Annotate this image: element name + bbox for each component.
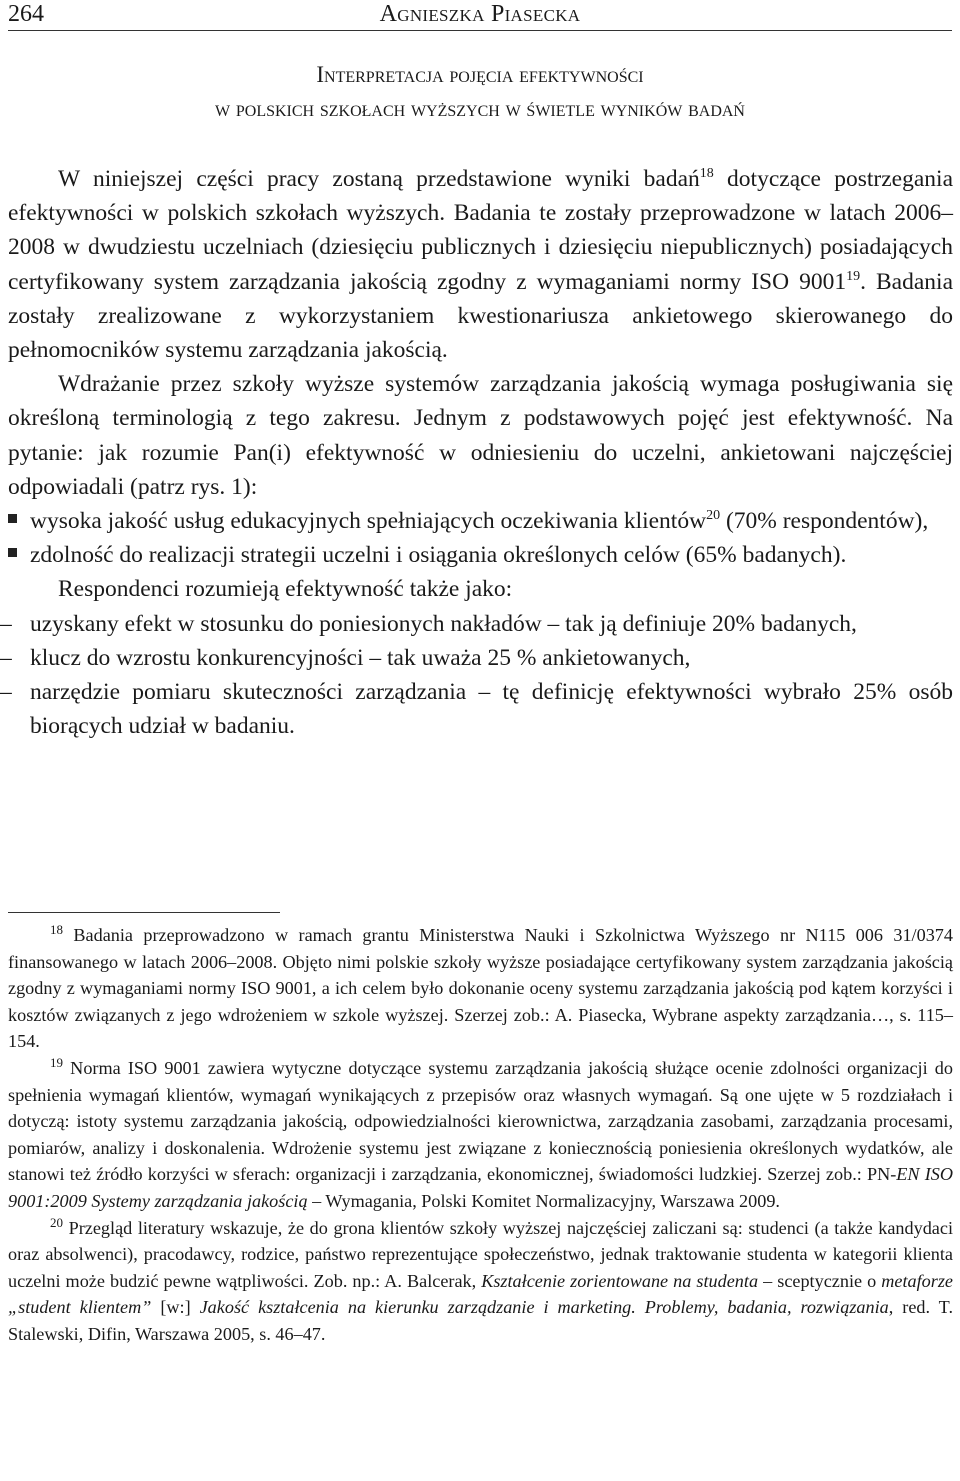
dash-item-1-text: uzyskany efekt w stosunku do poniesionych nakładów – tak ją definiuje 20% badanych,	[30, 610, 857, 637]
page-number: 264	[8, 1, 44, 27]
section-heading-line-1: Interpretacja pojęcia efektywności	[316, 62, 644, 87]
dash-item-2	[0, 641, 953, 675]
dash-item-3	[0, 675, 953, 743]
footnotes	[8, 922, 953, 1348]
paragraph-3: Respondenci rozumieją efektywność także jako:	[58, 576, 513, 603]
footnote-19-source: – Wymagania, Polski Komitet Normalizacyjny, Warszawa 2009.	[307, 1190, 780, 1211]
square-bullet-icon	[8, 548, 17, 557]
running-header	[8, 0, 952, 31]
body-text	[0, 162, 953, 743]
footnote-ref-19[interactable]: 19	[846, 268, 861, 284]
bullet-item-1-text: wysoka jakość usług edukacyjnych spełniających oczekiwania klientów	[30, 508, 707, 535]
footnote-18-text: Badania przeprowadzono w ramach grantu Ministerstwa Nauki i Szkolnictwa Wyższego nr N115 006 31/0374 finansowanego w latach 2006–2008. Objęto nimi polskie szkoły wyższe posiadające certyfikowany system zarządzania jakością zgodny z wymaganiami normy ISO 9001, a ich celem było dokonanie oceny systemu zarządzania jakością pod kątem korzyści i kosztów związanych z jego wdrożeniem w szkole wyższej. Szerzej zob.: A. Piasecka,	[8, 925, 953, 1025]
footnote-19-title: EN ISO 9001:2009 Systemy zarządzania jakością	[8, 1164, 954, 1211]
dash-marker: –	[0, 610, 12, 637]
section-heading-line-2: w polskich szkołach wyższych w świetle wyników badań	[215, 96, 745, 121]
footnote-20-text: Przegląd literatury wskazuje, że do grona klientów szkoły wyższej najczęściej zaliczani są: studenci (a także kandydaci oraz absolwenci), pracodawcy, rodzice, państwo reprezentujące społeczeństwo, jednak traktowanie studenta w kategorii klienta uczelni może budzić pewne wątpliwości. Zob. np.: A. Balcerak,	[8, 1217, 953, 1291]
footnote-19-text: Norma ISO 9001 zawiera wytyczne dotyczące systemu zarządzania jakością służące ocenie zdolności organizacji do spełnienia wymagań klientów, wymagań wynikających z przepisów oraz własnych wymagań. Są one ujęte w 5 rozdziałach i dotyczą: istoty systemu zarządzania jakością, odpowiedzialności kierownictwa, zarządzania zasobami, zarządzania procesami, pomiarów, analizy i doskonalenia. Wdrożenie systemu jest związane z koniecznością poniesienia określonych wydatków, ale stanowi też źródło korzyści w sferach: organizacji i zarządzania, ekonomicznej, świadomości ludzkiej. Szerzej zob.: PN-	[8, 1057, 953, 1185]
dash-marker: –	[0, 679, 12, 706]
footnote-19	[8, 1055, 953, 1215]
dash-item-3-text: narzędzie pomiaru skuteczności zarządzania – tę definicję efektywności wybrało 25% osób biorących udział w badaniu.	[30, 679, 953, 740]
footnote-ref-20[interactable]: 20	[706, 508, 721, 524]
dash-list	[0, 607, 953, 744]
footnote-18-pages: , s. 115–154.	[8, 1004, 953, 1052]
section-heading	[8, 58, 952, 126]
footnote-20-source: , red. T. Stalewski, Difin, Warszawa 2005, s. 46–47.	[8, 1297, 953, 1344]
footnote-20-text-b: – sceptycznie o	[758, 1270, 882, 1291]
footnote-20	[8, 1215, 953, 1348]
bullet-item-1	[8, 504, 953, 538]
bullet-item-2	[8, 538, 953, 572]
footnote-20-title-b: metaforze „student klientem”	[8, 1270, 953, 1318]
dash-marker: –	[0, 644, 12, 671]
footnote-20-title-a: Kształcenie zorientowane na studenta	[481, 1270, 759, 1291]
paragraph-1-text-c: . Badania zostały zrealizowane z wykorzystaniem kwestionariusza ankietowego skierowanego do pełnomocników systemu zarządzania jakością.	[8, 268, 953, 364]
footnote-20-book-title: Jakość kształcenia na kierunku zarządzanie i marketing. Problemy, badania, rozwiązania	[199, 1297, 889, 1318]
footnote-number-19: 19	[50, 1054, 63, 1070]
bullet-item-1-tail: (70% respondentów),	[720, 508, 929, 535]
footnote-number-20: 20	[50, 1214, 63, 1230]
square-bullet-icon	[8, 514, 17, 523]
footnote-18-title: Wybrane aspekty zarządzania…	[652, 1004, 890, 1025]
dash-item-1	[0, 607, 953, 641]
footnote-ref-18[interactable]: 18	[699, 166, 714, 182]
footnote-number-18: 18	[50, 921, 63, 937]
paragraph-1-text-a: W niniejszej części pracy zostaną przedstawione wyniki badań	[58, 166, 700, 192]
footnote-20-in: [w:]	[151, 1297, 200, 1318]
dash-item-2-text: klucz do wzrostu konkurencyjności – tak uważa 25 % ankietowanych,	[30, 644, 691, 671]
bullet-item-2-text: zdolność do realizacji strategii uczelni i osiągania określonych celów (65% badanych).	[30, 542, 847, 569]
paragraph-2: Wdrażanie przez szkoły wyższe systemów zarządzania jakością wymaga posługiwania się określoną terminologią z tego zakresu. Jednym z podstawowych pojęć jest efektywność. Na pytanie: jak rozumie Pan(i) efektywność w odniesieniu do uczelni, ankietowani najczęściej odpowiadali (patrz rys. 1):	[8, 371, 953, 500]
footnote-divider	[8, 912, 280, 913]
paragraph-1-text-b: dotyczące postrzegania efektywności w polskich szkołach wyższych. Badania te zostały przeprowadzone w latach 2006–2008 w dwudziestu uczelniach (dziesięciu publicznych i dziesięciu niepublicznych) posiadających certyfikowany system zarządzania jakością zgodny z wymaganiami normy ISO 9001	[8, 166, 953, 295]
paragraph-1	[8, 162, 953, 367]
running-author: Agnieszka Piasecka	[379, 1, 581, 27]
footnote-18	[8, 922, 953, 1055]
bullet-list	[8, 504, 953, 572]
